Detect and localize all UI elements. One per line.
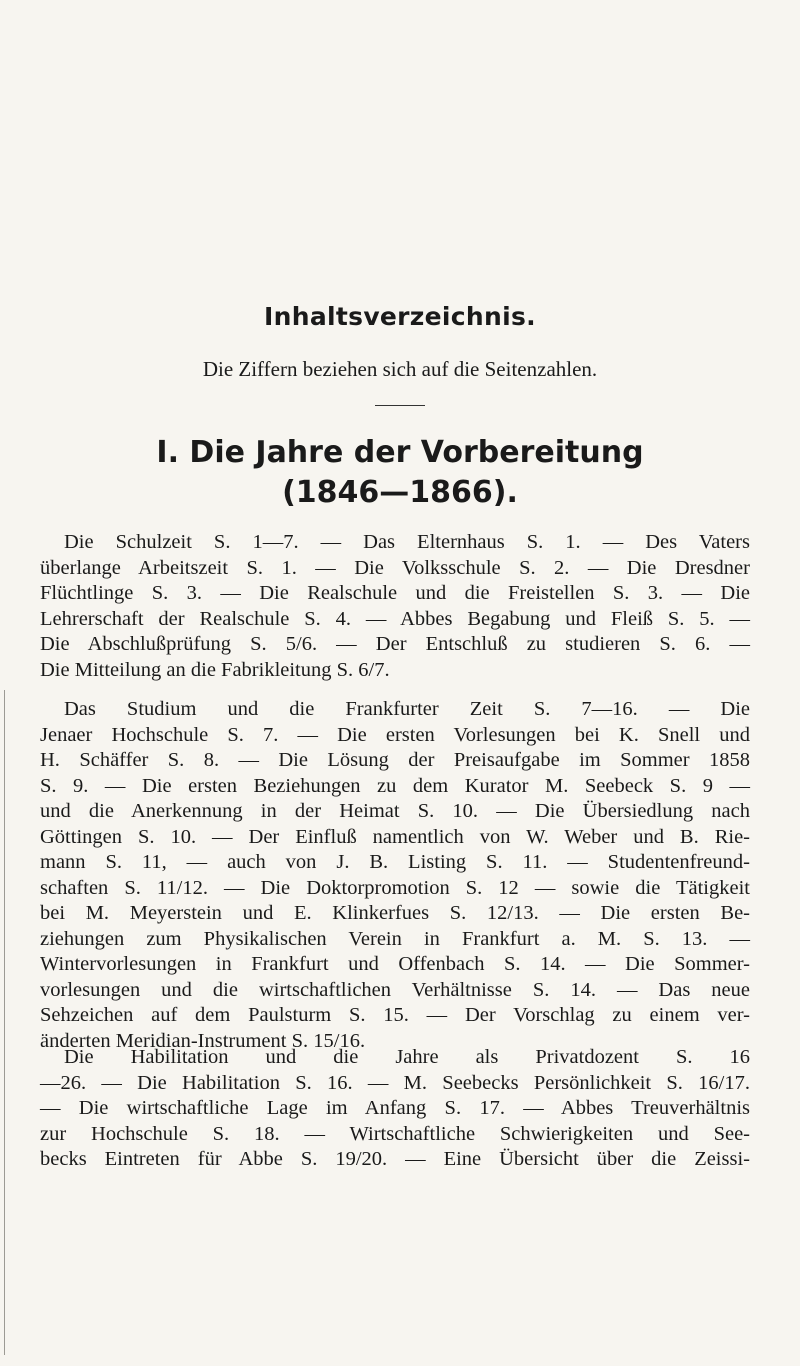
paragraph-line: becks Eintreten für Abbe S. 19/20. — Eine Übersicht über die Zeissi- xyxy=(40,1148,750,1170)
page-subtitle: Die Ziffern beziehen sich auf die Seitenzahlen. xyxy=(202,357,598,381)
paragraph-line: Die Abschlußprüfung S. 5/6. — Der Entschluß zu studieren S. 6. — xyxy=(40,633,750,655)
paragraph-line: H. Schäffer S. 8. — Die Lösung der Preisaufgabe im Sommer 1858 xyxy=(40,749,750,771)
paragraph-line: änderten Meridian-Instrument S. 15/16. xyxy=(40,1029,366,1052)
paragraph-line: Die Habilitation und die Jahre als Privatdozent S. 16 xyxy=(64,1046,750,1068)
paragraph-line: —26. — Die Habilitation S. 16. — M. Seebecks Persönlichkeit S. 16/17. xyxy=(40,1071,750,1094)
paragraph-schulzeit xyxy=(40,530,750,683)
paragraph-line: zur Hochschule S. 18. — Wirtschaftliche Schwierigkeiten und See- xyxy=(40,1122,750,1145)
paragraph-line: und die Anerkennung in der Heimat S. 10. — Die Übersiedlung nach xyxy=(40,800,750,822)
paragraph-line: ziehungen zum Physikalischen Verein in Frankfurt a. M. S. 13. — xyxy=(40,927,750,950)
paragraph-line: überlange Arbeitszeit S. 1. — Die Volksschule S. 2. — Die Dresdner xyxy=(40,556,750,579)
page-edge-line xyxy=(4,690,5,1355)
paragraph-studium xyxy=(40,697,750,1054)
separator-rule xyxy=(375,405,425,406)
paragraph-line: Jenaer Hochschule S. 7. — Die ersten Vorlesungen bei K. Snell und xyxy=(40,723,750,746)
paragraph-line: Wintervorlesungen in Frankfurt und Offenbach S. 14. — Die Sommer- xyxy=(40,953,750,975)
section-heading-years: (1846—1866). xyxy=(282,475,518,510)
paragraph-line: bei M. Meyerstein und E. Klinkerfues S. 12/13. — Die ersten Be- xyxy=(40,902,750,924)
section-heading xyxy=(0,433,800,513)
paragraph-line: schaften S. 11/12. — Die Doktorpromotion S. 12 — sowie die Tätigkeit xyxy=(40,876,750,899)
paragraph-line: vorlesungen und die wirtschaftlichen Verhältnisse S. 14. — Das neue xyxy=(40,978,750,1001)
paragraph-line: Flüchtlinge S. 3. — Die Realschule und die Freistellen S. 3. — Die xyxy=(40,582,750,604)
page-title: Inhaltsverzeichnis. xyxy=(264,302,536,331)
paragraph-line: Göttingen S. 10. — Der Einfluß namentlich von W. Weber und B. Rie- xyxy=(40,825,750,848)
paragraph-line: Lehrerschaft der Realschule S. 4. — Abbes Begabung und Fleiß S. 5. — xyxy=(40,607,750,630)
section-heading-title: I. Die Jahre der Vorbereitung xyxy=(156,435,644,470)
paragraph-line: Sehzeichen auf dem Paulsturm S. 15. — Der Vorschlag zu einem ver- xyxy=(40,1004,750,1026)
paragraph-line: mann S. 11, — auch von J. B. Listing S. 11. — Studentenfreund- xyxy=(40,851,750,873)
paragraph-line: — Die wirtschaftliche Lage im Anfang S. 17. — Abbes Treuverhältnis xyxy=(40,1097,750,1119)
paragraph-habilitation xyxy=(40,1045,750,1173)
paragraph-line: Die Mitteilung an die Fabrikleitung S. 6/7. xyxy=(40,658,390,681)
paragraph-line: S. 9. — Die ersten Beziehungen zu dem Kurator M. Seebeck S. 9 — xyxy=(40,774,750,797)
paragraph-line: Das Studium und die Frankfurter Zeit S. 7—16. — Die xyxy=(64,698,750,720)
paragraph-line: Die Schulzeit S. 1—7. — Das Elternhaus S. 1. — Des Vaters xyxy=(64,531,750,553)
